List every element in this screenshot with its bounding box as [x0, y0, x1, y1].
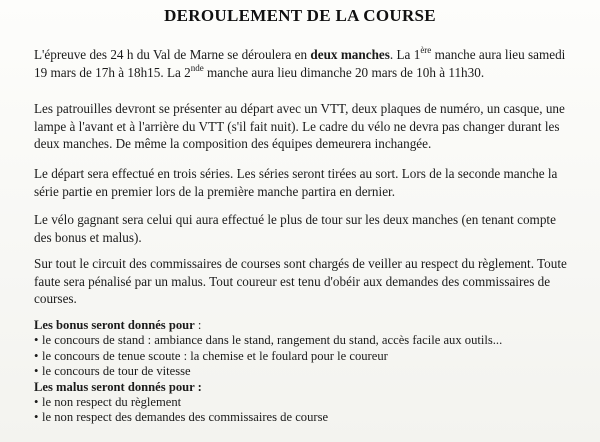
schedule-emphasis: deux manches	[310, 47, 390, 62]
schedule-text-a: L'épreuve des 24 h du Val de Marne se déroulera en	[34, 47, 311, 62]
schedule-text-d: manche aura lieu samedi 19 mars de 17h à 18h15. La 2	[34, 47, 566, 80]
paragraph-schedule	[34, 46, 574, 81]
paragraph-winner: Le vélo gagnant sera celui qui aura effectué le plus de tour sur les deux manches (en tenant compte des bonus et malus).	[34, 212, 556, 245]
malus-list	[34, 395, 574, 426]
bonus-heading-suffix: :	[194, 318, 202, 332]
paragraph-equipment: Les patrouilles devront se présenter au départ avec un VTT, deux plaques de numéro, un casque, une lampe à l'avant et à l'arrière du VTT (s'il fait nuit). Le cadre du vélo ne devra pas changer durant les deux manches. De même la composition des équipes demeurera inchangée.	[34, 101, 565, 151]
malus-heading: Les malus seront donnés pour :	[34, 379, 202, 394]
paragraph-start: Le départ sera effectué en trois séries. Les séries seront tirées au sort. Lors de la seconde manche la série partie en premier lors de la première manche partira en dernier.	[34, 166, 558, 199]
paragraph-commissioners: Sur tout le circuit des commissaires de courses sont chargés de veiller au respect du règlement. Toute faute sera pénalisé par un malus. Tout coureur est tenu d'obéir aux demandes des commissaires de courses.	[34, 256, 567, 306]
malus-item: • le non respect des demandes des commissaires de course	[34, 410, 574, 425]
schedule-text-e: manche aura lieu dimanche 20 mars de 10h à 11h30.	[203, 64, 485, 80]
bonus-heading-text: Les bonus seront donnés pour	[34, 318, 195, 332]
schedule-text-c: . La 1	[389, 47, 421, 62]
document-title: DEROULEMENT DE LA COURSE	[164, 6, 436, 25]
schedule-sup-first: ère	[420, 45, 432, 55]
bonus-item: • le concours de stand : ambiance dans le stand, rangement du stand, accès facile aux outils...	[34, 333, 574, 348]
bonus-heading	[34, 318, 574, 333]
bonus-malus-section	[34, 318, 574, 426]
malus-item: • le non respect du règlement	[34, 395, 574, 410]
bonus-item: • le concours de tenue scoute : la chemise et le foulard pour le coureur	[34, 349, 574, 364]
bonus-item: • le concours de tour de vitesse	[34, 364, 574, 379]
schedule-sup-second: nde	[190, 62, 204, 73]
bonus-list	[34, 333, 574, 379]
